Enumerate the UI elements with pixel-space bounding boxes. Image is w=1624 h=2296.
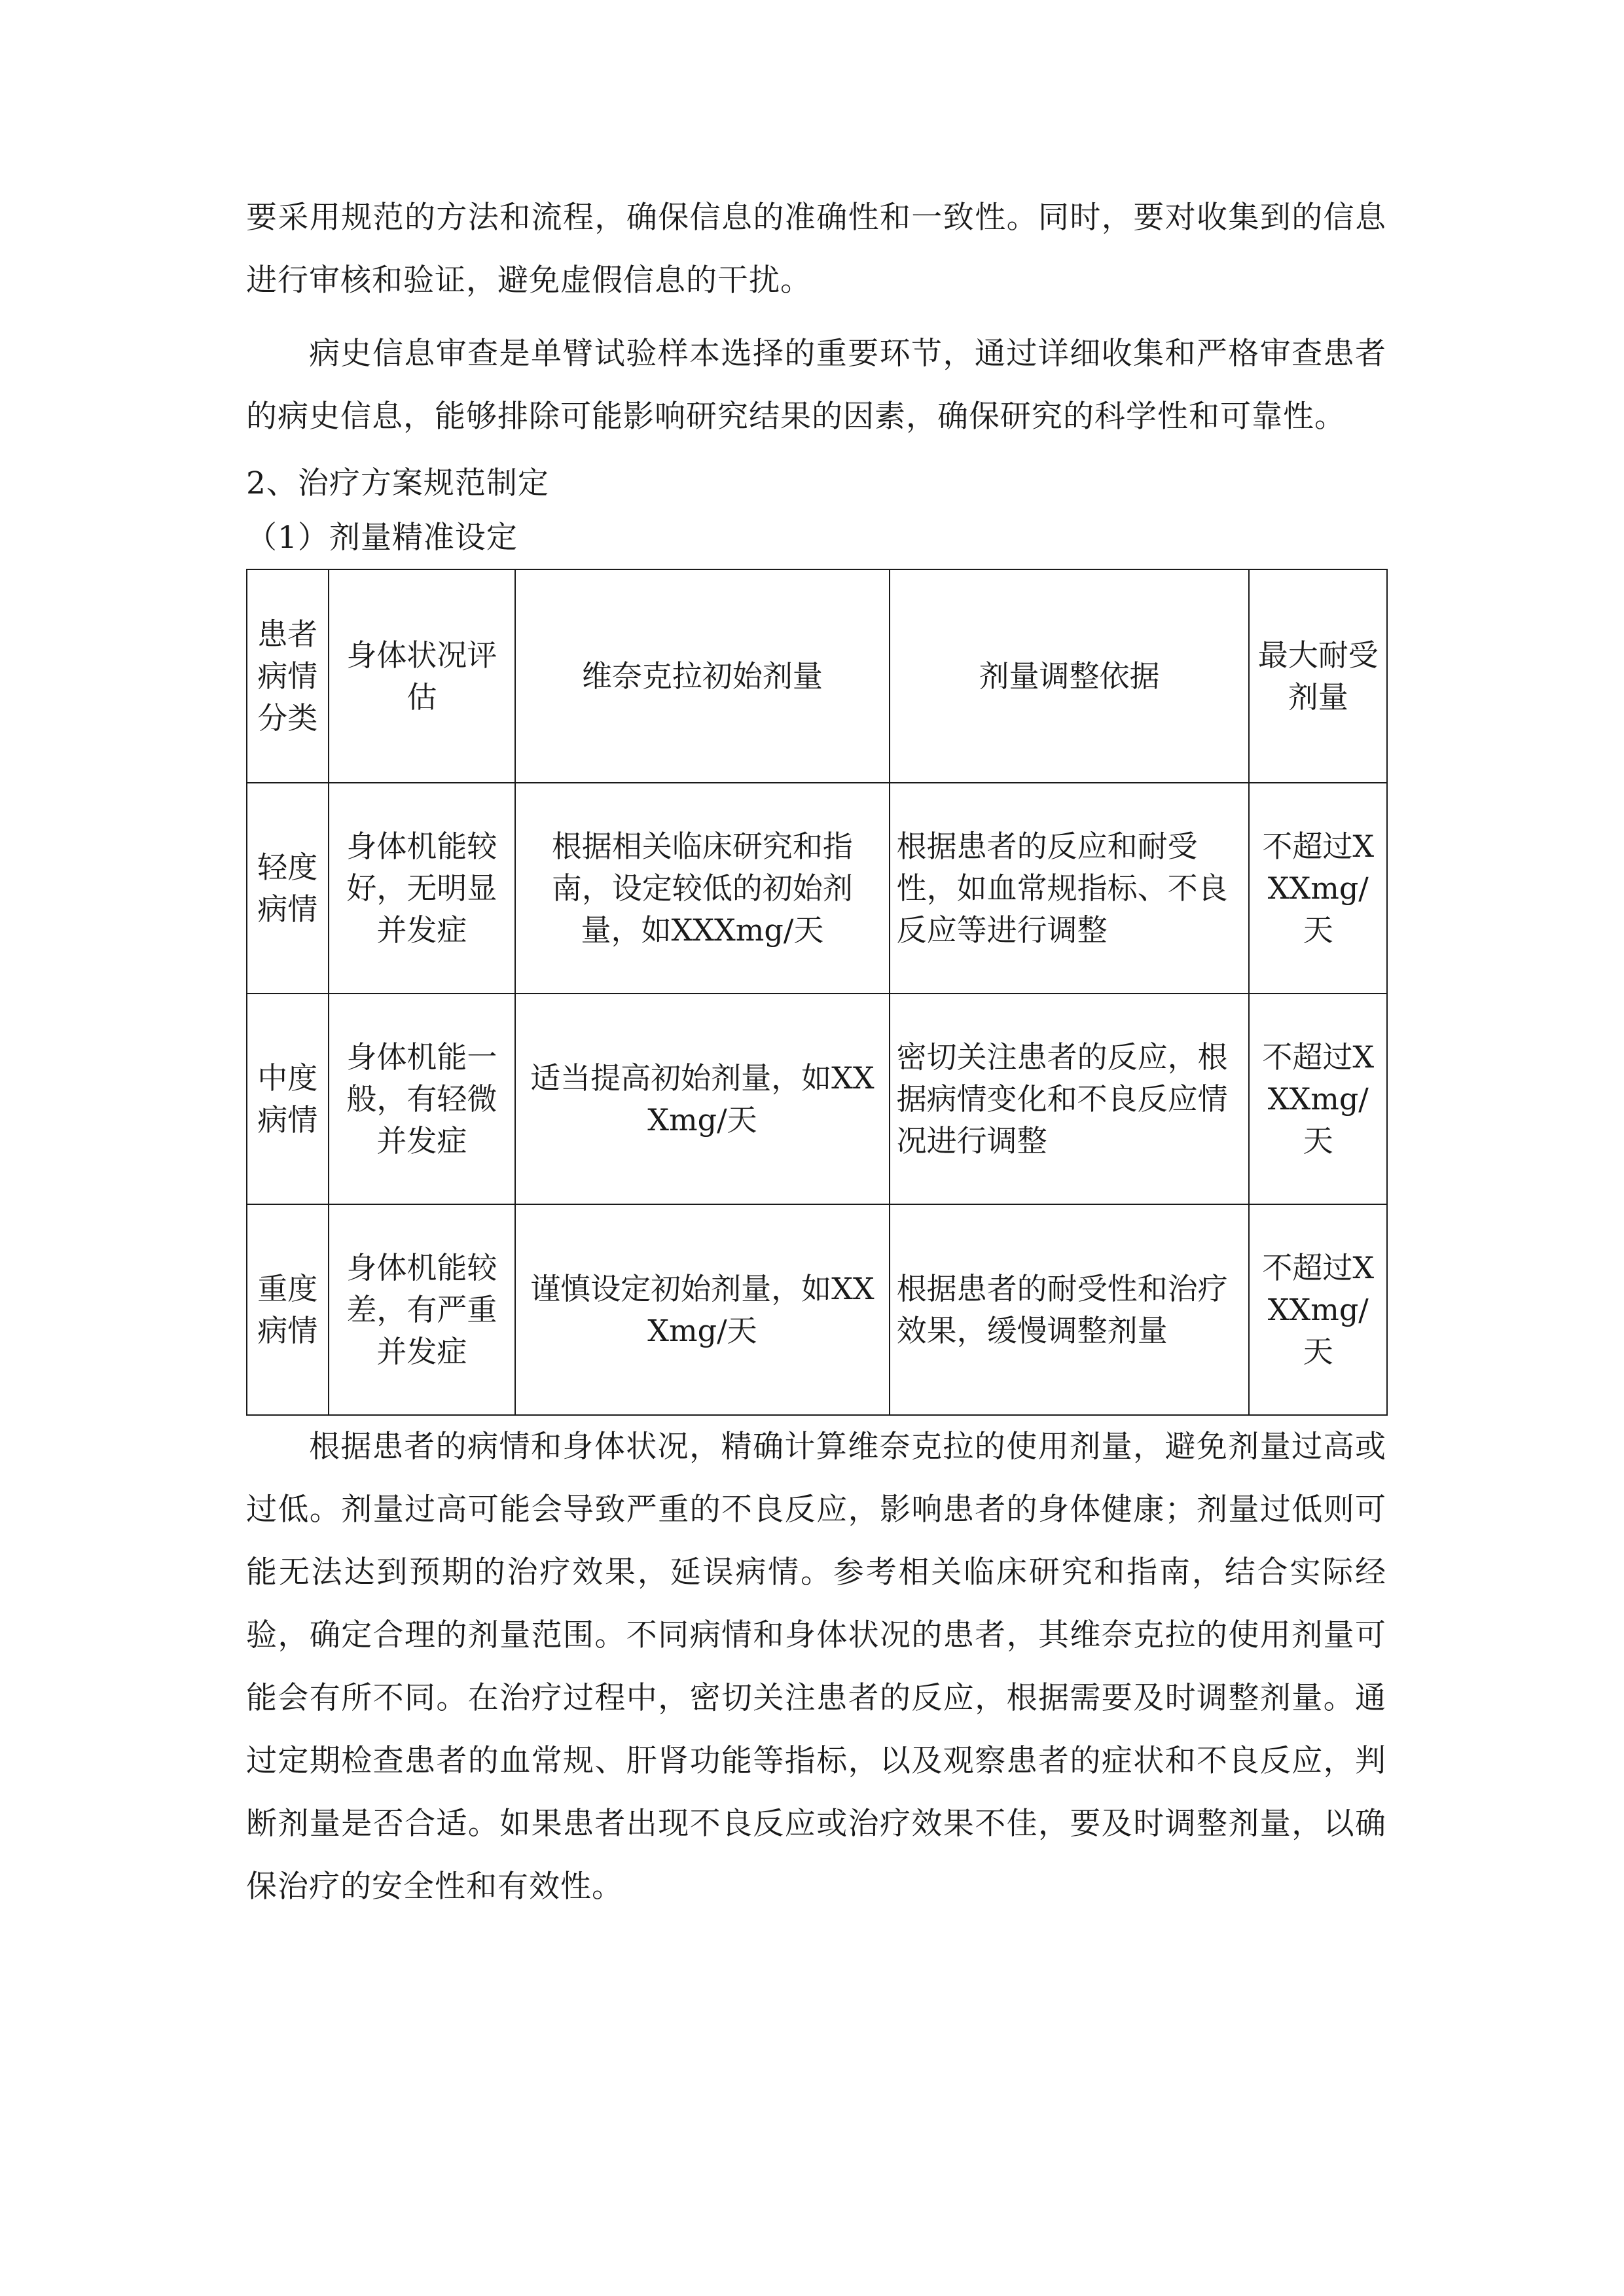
table-row	[247, 783, 1387, 994]
table-cell: 根据患者的反应和耐受性，如血常规指标、不良反应等进行调整	[890, 783, 1250, 994]
table-row	[247, 1204, 1387, 1415]
paragraph-dose-explanation: 根据患者的病情和身体状况，精确计算维奈克拉的使用剂量，避免剂量过高或过低。剂量过高可能会导致严重的不良反应，影响患者的身体健康；剂量过低则可能无法达到预期的治疗效果，延误病情。参考相关临床研究和指南，结合实际经验，确定合理的剂量范围。不同病情和身体状况的患者，其维奈克拉的使用剂量可能会有所不同。在治疗过程中，密切关注患者的反应，根据需要及时调整剂量。通过定期检查患者的血常规、肝肾功能等指标，以及观察患者的症状和不良反应，判断剂量是否合适。如果患者出现不良反应或治疗效果不佳，要及时调整剂量，以确保治疗的安全性和有效性。	[246, 1429, 1386, 1905]
table-cell: 不超过XXXmg/天	[1249, 783, 1387, 994]
table-cell: 根据患者的耐受性和治疗效果，缓慢调整剂量	[890, 1204, 1250, 1415]
table-header-cell: 患者病情分类	[247, 569, 329, 783]
paragraph-history-review: 病史信息审查是单臂试验样本选择的重要环节，通过详细收集和严格审查患者的病史信息，能够排除可能影响研究结果的因素，确保研究的科学性和可靠性。	[246, 336, 1386, 435]
table-header-cell: 剂量调整依据	[890, 569, 1250, 783]
table-cell: 中度病情	[247, 994, 329, 1204]
table-cell: 根据相关临床研究和指南，设定较低的初始剂量，如XXXmg/天	[515, 783, 889, 994]
table-header-cell: 维奈克拉初始剂量	[515, 569, 889, 783]
sub-heading: （1）剂量精准设定	[246, 520, 518, 556]
table-cell: 重度病情	[247, 1204, 329, 1415]
table-cell: 身体机能较差，有严重并发症	[329, 1204, 516, 1415]
table-cell: 适当提高初始剂量，如XXXmg/天	[515, 994, 889, 1204]
table-header-row	[247, 569, 1387, 783]
paragraph-continued: 要采用规范的方法和流程，确保信息的准确性和一致性。同时，要对收集到的信息进行审核和验证，避免虚假信息的干扰。	[246, 200, 1386, 298]
table-header-cell: 最大耐受剂量	[1249, 569, 1387, 783]
table-cell: 谨慎设定初始剂量，如XXXmg/天	[515, 1204, 889, 1415]
table-cell: 身体机能一般，有轻微并发症	[329, 994, 516, 1204]
table-cell: 不超过XXXmg/天	[1249, 994, 1387, 1204]
table-row	[247, 994, 1387, 1204]
table-header-cell: 身体状况评估	[329, 569, 516, 783]
section-heading: 2、治疗方案规范制定	[246, 465, 549, 501]
dose-table	[246, 569, 1388, 1416]
page-content	[246, 187, 1386, 1918]
table-cell: 轻度病情	[247, 783, 329, 994]
table-cell: 身体机能较好，无明显并发症	[329, 783, 516, 994]
table-cell: 不超过XXXmg/天	[1249, 1204, 1387, 1415]
table-cell: 密切关注患者的反应，根据病情变化和不良反应情况进行调整	[890, 994, 1250, 1204]
